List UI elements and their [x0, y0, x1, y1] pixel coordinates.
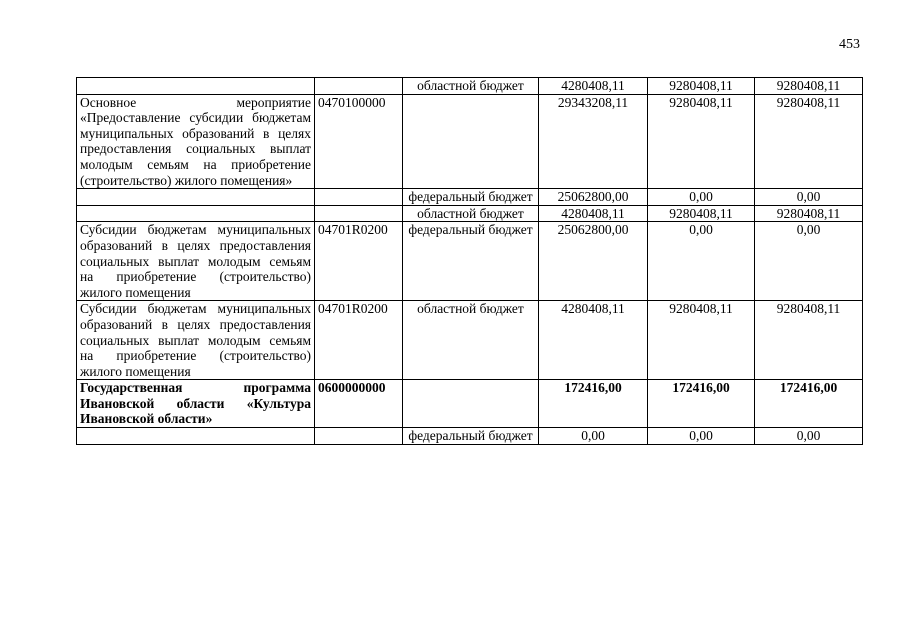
budget-table [76, 77, 863, 445]
row-code: 04701R0200 [315, 222, 403, 301]
row-value-3: 0,00 [755, 428, 863, 445]
row-value-2: 172416,00 [648, 380, 755, 428]
row-source [403, 380, 539, 428]
row-value-3: 0,00 [755, 222, 863, 301]
row-value-1: 4280408,11 [539, 301, 648, 380]
row-code [315, 428, 403, 445]
row-value-2: 0,00 [648, 189, 755, 206]
table-row [77, 428, 863, 445]
row-value-1: 4280408,11 [539, 205, 648, 222]
row-value-3: 9280408,11 [755, 301, 863, 380]
row-name [77, 189, 315, 206]
row-source: федеральный бюджет [403, 222, 539, 301]
row-value-1: 25062800,00 [539, 189, 648, 206]
row-value-1: 0,00 [539, 428, 648, 445]
row-value-2: 0,00 [648, 428, 755, 445]
table-row [77, 301, 863, 380]
table-row [77, 189, 863, 206]
row-value-2: 9280408,11 [648, 94, 755, 189]
row-value-3: 9280408,11 [755, 78, 863, 95]
row-name: Субсидии бюджетам муниципальных образований в целях предоставления социальных выплат молодым семьям на приобретение (строительство) жилого помещения [77, 301, 315, 380]
row-name: Государственная программа Ивановской области «Культура Ивановской области» [77, 380, 315, 428]
row-value-2: 9280408,11 [648, 78, 755, 95]
row-code: 0470100000 [315, 94, 403, 189]
row-value-1: 4280408,11 [539, 78, 648, 95]
row-value-1: 25062800,00 [539, 222, 648, 301]
row-code [315, 205, 403, 222]
row-value-2: 9280408,11 [648, 205, 755, 222]
row-source: федеральный бюджет [403, 189, 539, 206]
row-name [77, 205, 315, 222]
row-code: 0600000000 [315, 380, 403, 428]
row-name: Основное мероприятие «Предоставление субсидии бюджетам муниципальных образований в целях предоставления социальных выплат молодым семьям на приобретение (строительство) жилого помещения» [77, 94, 315, 189]
row-name: Субсидии бюджетам муниципальных образований в целях предоставления социальных выплат молодым семьям на приобретение (строительство) жилого помещения [77, 222, 315, 301]
row-value-3: 9280408,11 [755, 205, 863, 222]
table-row [77, 380, 863, 428]
row-value-2: 9280408,11 [648, 301, 755, 380]
table-row [77, 205, 863, 222]
row-source [403, 94, 539, 189]
row-source: областной бюджет [403, 301, 539, 380]
row-value-3: 0,00 [755, 189, 863, 206]
row-name [77, 428, 315, 445]
row-value-1: 29343208,11 [539, 94, 648, 189]
row-source: областной бюджет [403, 205, 539, 222]
row-value-1: 172416,00 [539, 380, 648, 428]
row-source: областной бюджет [403, 78, 539, 95]
row-code [315, 78, 403, 95]
row-name [77, 78, 315, 95]
row-source: федеральный бюджет [403, 428, 539, 445]
row-value-2: 0,00 [648, 222, 755, 301]
row-code: 04701R0200 [315, 301, 403, 380]
table-row [77, 78, 863, 95]
row-code [315, 189, 403, 206]
table-row [77, 94, 863, 189]
table-row [77, 222, 863, 301]
row-value-3: 9280408,11 [755, 94, 863, 189]
row-value-3: 172416,00 [755, 380, 863, 428]
page-number: 453 [839, 37, 860, 52]
